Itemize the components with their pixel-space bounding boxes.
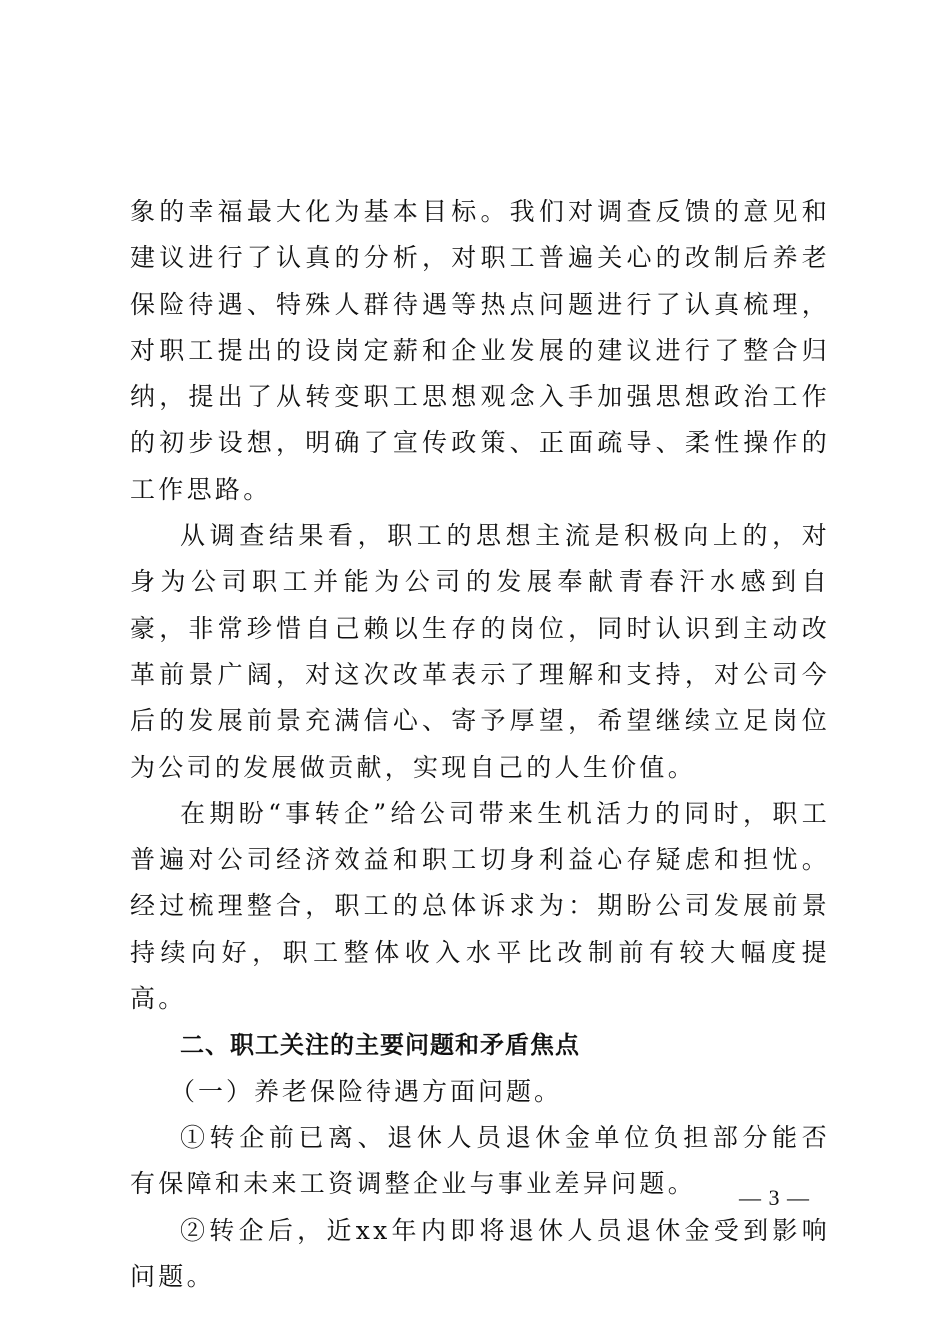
paragraph-line: 厚望，希望继续立足岗位为公司的发展做贡献，实现自己的人 <box>130 706 830 782</box>
paragraph-line: 行了认真的分析，对职工普遍关心的改制后养老保险待遇、特 <box>130 243 830 319</box>
paragraph-line: 司职工并能为公司的发展奉献青春汗水感到自豪，非常珍惜自 <box>130 567 830 643</box>
paragraph-line: 面疏导、柔性操作的工作思路。 <box>130 428 830 504</box>
document-body <box>130 189 830 1300</box>
paragraph-line: 象的幸福最大化为基本目标。我们对调查反馈的意见和建议进 <box>130 197 830 273</box>
list-item-2 <box>130 1208 830 1301</box>
paragraph-line: 生价值。 <box>582 752 697 782</box>
list-item-1 <box>130 1115 830 1208</box>
paragraph-line: 己赖以生存的岗位，同时认识到主动改革前景广阔，对这次改 <box>130 613 830 689</box>
paragraph-line: 殊人群待遇等热点问题进行了认真梳理，对职工提出的设岗定 <box>130 289 830 365</box>
paragraph-line: 观念入手加强思想政治工作的初步设想，明确了宣传政策、正 <box>130 382 830 458</box>
paragraph-line: 从调查结果看，职工的思想主流是积极向上的，对身为公 <box>130 521 830 597</box>
paragraph-line: 对公司经济效益和职工切身利益心存疑虑和担忧。经过梳理整 <box>130 845 830 921</box>
paragraph-3 <box>130 791 830 1022</box>
paragraph-line: 革表示了理解和支持，对公司今后的发展前景充满信心、寄予 <box>130 659 830 736</box>
paragraph-line: 体收入水平比改制前有较大幅度提高。 <box>130 937 830 1014</box>
paragraph-2 <box>130 513 830 791</box>
paragraph-line: ①转企前已离、退休人员退休金单位负担部分能否有保障 <box>130 1122 830 1199</box>
paragraph-line: 在期盼“事转企”给公司带来生机活力的同时，职工普遍 <box>130 798 830 875</box>
page-number: — 3 — <box>739 1185 810 1210</box>
paragraph-1 <box>130 189 830 513</box>
paragraph-line: ②转企后，近xx年内即将退休人员退休金受到影响问题。 <box>130 1215 830 1291</box>
section-heading: 二、职工关注的主要问题和矛盾焦点 <box>180 1031 580 1060</box>
subsection-heading: （一）养老保险待遇方面问题。 <box>170 1076 563 1106</box>
paragraph-line: 薪和企业发展的建议进行了整合归纳，提出了从转变职工思想 <box>130 335 830 412</box>
paragraph-line: 和未来工资调整企业与事业差异问题。 <box>214 1169 697 1199</box>
paragraph-line: 合，职工的总体诉求为：期盼公司发展前景持续向好，职工整 <box>130 891 830 967</box>
